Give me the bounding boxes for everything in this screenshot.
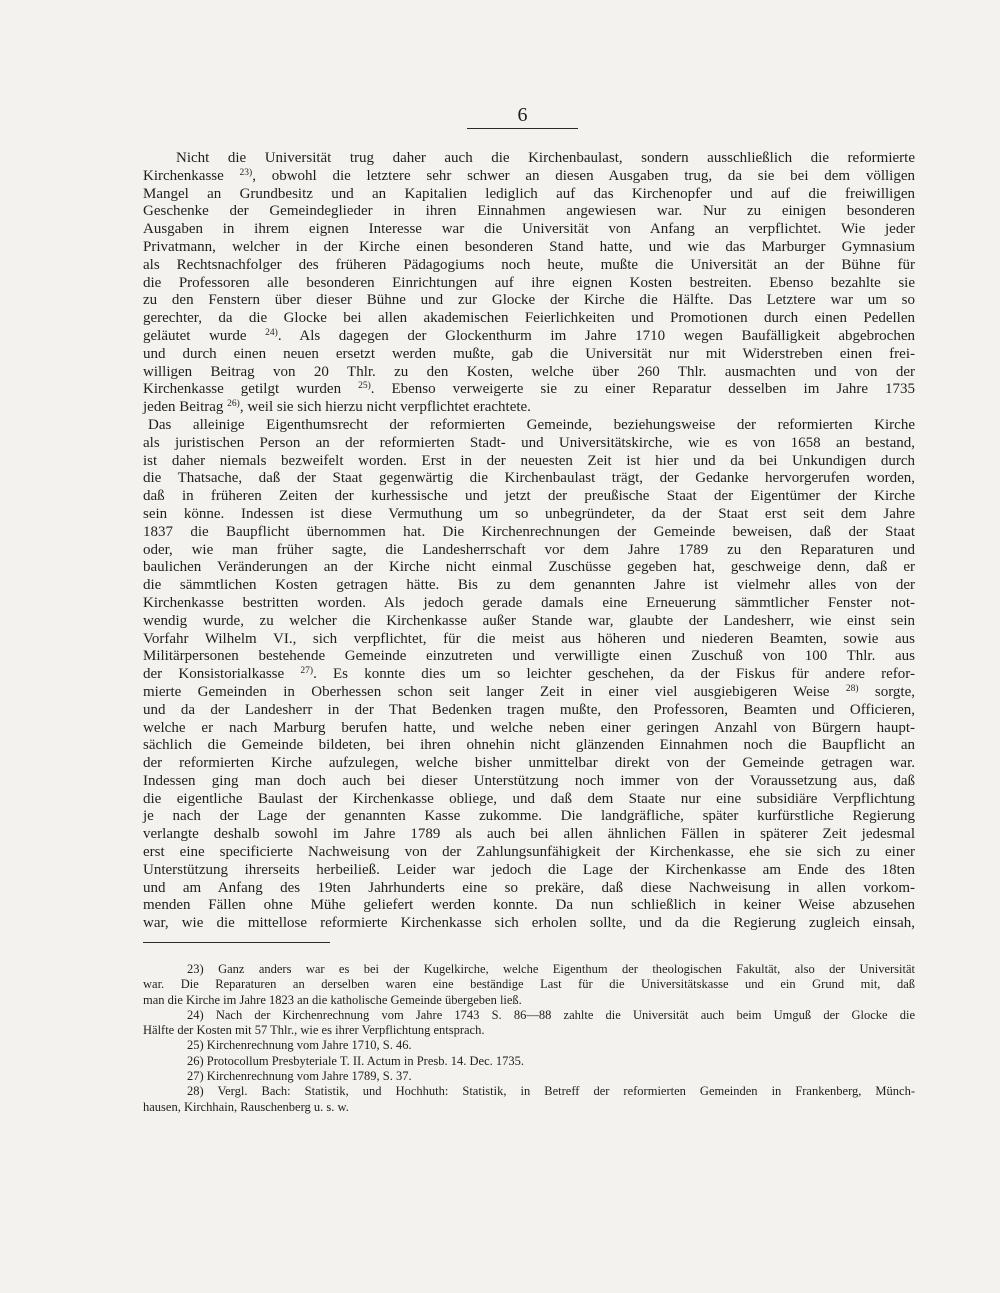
text-line: geläutet wurde $^{24)}$. Als dagegen der Glockenthurm im Jahre 1710 wegen Baufälligkeit abgebrochen — [143, 327, 915, 344]
footnote-text: Vergl. Bach: Statistik, und Hochhuth: Statistik, in Betreff der reformierten Gemeinden in Frankenberg, Münch- — [217, 1084, 915, 1099]
footnote-line: Hälfte der Kosten mit 57 Thlr., wie es ihrer Verpflichtung entsprach. — [143, 1023, 485, 1038]
footnote-line — [143, 1008, 915, 1023]
footnote-number: 26) — [187, 1053, 204, 1068]
text-line: Indessen ging man doch auch bei dieser Unterstützung noch immer von der Voraussetzung aus, daß — [143, 772, 915, 789]
footnote-text: Kirchenrechnung vom Jahre 1710, S. 46. — [206, 1038, 412, 1053]
footnote — [143, 1054, 915, 1069]
text-line: die Thatsache, daß der Staat gegenwärtig die Kirchenbaulast trägt, der Gedanke hervorgerufen worden, — [143, 470, 915, 487]
footnote-line — [143, 1054, 915, 1069]
paragraph — [143, 417, 915, 933]
footnote-text: Ganz anders war es bei der Kugelkirche, welche Eigenthum der theologischen Fakultät, also der Universität — [218, 962, 916, 976]
text-line: Nicht die Universität trug daher auch die Kirchenbaulast, sondern ausschließlich die reformierte — [176, 150, 915, 166]
footnote-number: 25) — [187, 1038, 204, 1053]
text-line: Das alleinige Eigenthumsrecht der reformierten Gemeinde, beziehungsweise der reformierten Kirche — [148, 416, 915, 433]
text-line: Geschenke der Gemeindeglieder in ihren Einnahmen angewiesen war. Nur zu einigen besonderen — [143, 203, 915, 220]
footnote-line — [143, 1084, 915, 1099]
footnote-line — [143, 1069, 915, 1084]
text-line: und da der Landesherr in der That Bedenken tragen mußte, den Professoren, Beamten und Officieren, — [143, 701, 915, 718]
footnote — [143, 1084, 915, 1115]
text-line: Unterstützung ihrerseits herbeiließ. Leider war jedoch die Lage der Kirchenkasse am Ende des 18ten — [143, 861, 915, 878]
text-line: und am Anfang des 19ten Jahrhunderts eine so prekäre, daß diese Nachweisung in allen vorkom- — [143, 879, 915, 896]
text-line: willigen Beitrag von 20 Thlr. zu den Kosten, welche über 260 Thlr. ausmachten und von der — [143, 363, 915, 380]
text-line: 1837 die Baupflicht übernommen hat. Die Kirchenrechnungen der Gemeinde beweisen, daß der Staat — [143, 523, 915, 540]
footnote-text: Protocollum Presbyteriale T. II. Actum in Presb. 14. Dec. 1735. — [206, 1053, 524, 1068]
text-line: als juristischen Person an der reformierten Stadt- und Universitätskirche, wie es von 1658 an bestand, — [143, 434, 915, 451]
text-line: mierte Gemeinden in Oberhessen schon seit langer Zeit in einer viel ausgiebigeren Weise $^{28)}$ sorgte, — [143, 683, 916, 700]
footnotes — [143, 962, 915, 1115]
text-line: Vorfahr Wilhelm VI., sich verpflichtet, für die meist aus höheren und niederen Beamten, sowie aus — [143, 630, 915, 647]
footnote — [143, 1069, 915, 1084]
text-line: der reformierten Kirche aufzulegen, welche bisher unmittelbar direkt von der Gemeinde getragen war. — [143, 755, 915, 772]
footnote-number: 23) — [187, 962, 204, 976]
text-line: daß in früheren Zeiten der kurhessische und jetzt der preußische Staat der Eigentümer der Kirche — [143, 488, 915, 505]
text-line: Privatmann, welcher in der Kirche einen besonderen Stand hatte, und wie das Marburger Gymnasium — [143, 238, 915, 255]
footnote-line: war. Die Reparaturen an derselben waren eine beständige Last für die Universitätskasse und ein Grund mit, daß — [143, 977, 915, 992]
footnote-ref: 28) — [845, 683, 859, 694]
paragraph — [143, 150, 915, 417]
footnote-text: Kirchenrechnung vom Jahre 1789, S. 37. — [206, 1069, 412, 1084]
text-line: der Konsistorialkasse $^{27)}$. Es konnte dies um so leichter geschehen, da der Fiskus für andere refor- — [143, 666, 915, 683]
text-line: Mangel an Grundbesitz und an Kapitalien lediglich auf das Kirchenopfer und auf die freiwilligen — [143, 185, 915, 202]
text-line: die eigentliche Baulast der Kirchenkasse obliege, und daß dem Staate nur eine subsidiäre Verpflichtung — [143, 790, 915, 807]
text-line: Militärpersonen bestehende Gemeinde einzutreten und verwilligte einen Zuschuß von 100 Thlr. aus — [143, 648, 915, 665]
text-line: menden Fällen ohne Mühe geliefert werden konnte. Da nun schließlich in keiner Weise abzusehen — [143, 897, 915, 914]
footnote-ref: 23) — [239, 167, 253, 178]
text-line: als Rechtsnachfolger des früheren Pädagogiums noch heute, mußte die Universität an der Bühne für — [143, 256, 915, 273]
text-line: Kirchenkasse bestritten worden. Als jedoch gerade damals eine Erneuerung sämmtlicher Fenster not- — [143, 594, 915, 611]
footnote-line: hausen, Kirchhain, Rauschenberg u. s. w. — [143, 1099, 349, 1114]
main-text — [143, 150, 915, 933]
text-line: zu den Fenstern über dieser Bühne und zur Glocke der Kirche die Hälfte. Das Letztere war um so — [143, 292, 915, 309]
footnote-ref: 27) — [300, 666, 314, 677]
page-number-rule — [467, 128, 578, 129]
text-line: wendig wurde, zu welcher die Kirchenkasse außer Stande war, glaubte der Landesherr, wie einst sein — [143, 612, 915, 629]
text-line: war, wie die mittellose reformierte Kirchenkasse sich erholen sollte, und da die Regierung zugleich einsah, — [143, 915, 915, 932]
footnote-line: man die Kirche im Jahre 1823 an die katholische Gemeinde übergeben ließ. — [143, 992, 522, 1007]
text-line: die Professoren alle besonderen Einrichtungen auf ihre eignen Kosten bestreiten. Ebenso bezahlte sie — [143, 274, 915, 291]
footnote — [143, 1038, 915, 1053]
text-line: Ausgaben in ihrem eignen Interesse war die Universität von Anfang an verpflichtet. Wie jeder — [143, 221, 915, 238]
text-line: je nach der Lage der genannten Kasse zukomme. Die landgräfliche, später kurfürstliche Regierung — [143, 808, 915, 825]
footnote-number: 24) — [187, 1007, 204, 1022]
text-line: und durch einen neuen ersetzt werden mußte, gab die Universität nur mit Widerstreben einen frei- — [143, 345, 915, 362]
footnote-line — [143, 1038, 915, 1053]
text-line: Kirchenkasse getilgt wurden $^{25)}$. Ebenso verweigerte sie zu einer Reparatur desselben im Jahre 1735 — [143, 381, 915, 398]
text-line: baulichen Veränderungen an der Kirche nicht einmal Zuschüsse gegeben hat, geschweige denn, daß er — [143, 559, 915, 576]
text-line: die sämmtlichen Kosten getragen hätte. Bis zu dem genannten Jahre ist vielmehr alles von der — [143, 577, 915, 594]
footnote-number: 28) — [187, 1084, 204, 1099]
page-number: 6 — [517, 104, 528, 126]
text-line: sächlich die Gemeinde bildeten, bei ihren ohnehin nicht glänzenden Einnahmen noch die Baupflicht an — [143, 737, 915, 754]
footnote-ref: 25) — [358, 381, 371, 392]
text-line: erst eine specificierte Nachweisung von der Zahlungsunfähigkeit der Kirchenkasse, ehe sie sich zu einer — [143, 844, 915, 861]
text-line: ist daher niemals bezweifelt worden. Erst in der neuesten Zeit ist hier und da bei Unkundigen durch — [143, 452, 915, 469]
footnote-text: Nach der Kirchenrechnung vom Jahre 1743 S. 86—88 zahlte die Universität auch beim Umguß der Glocke die — [215, 1007, 915, 1022]
footnote-line — [143, 962, 915, 977]
text-line: jeden Beitrag $^{26)}$, weil sie sich hierzu nicht verpflichtet erachtete. — [143, 399, 531, 416]
footnote — [143, 1008, 915, 1039]
text-line: welche er nach Marburg berufen hatte, und welche neben einer geringen Anzahl von Bürgern haupt- — [143, 719, 915, 736]
footnote-ref: 24) — [265, 327, 278, 338]
text-line: gerechter, da die Glocke bei allen akademischen Feierlichkeiten und Promotionen durch einen Pedellen — [143, 310, 915, 327]
footnote-number: 27) — [187, 1069, 204, 1084]
text-line: verlangte deshalb sowohl im Jahre 1789 als auch bei allen ähnlichen Fällen in späterer Zeit jedesmal — [143, 826, 915, 843]
text-line: sein könne. Indessen ist diese Vermuthung um so unbegründeter, da der Staat erst seit dem Jahre — [143, 505, 915, 522]
footnote-ref: 26) — [227, 399, 240, 410]
footnote-separator — [143, 942, 330, 943]
text-line: oder, wie man früher sagte, die Landesherrschaft vor dem Jahre 1789 zu den Reparaturen und — [143, 541, 915, 558]
footnote — [143, 962, 915, 1008]
text-line: Kirchenkasse $^{23)}$, obwohl die letztere sehr schwer an diesen Ausgaben trug, da sie bei dem völligen — [143, 167, 915, 184]
